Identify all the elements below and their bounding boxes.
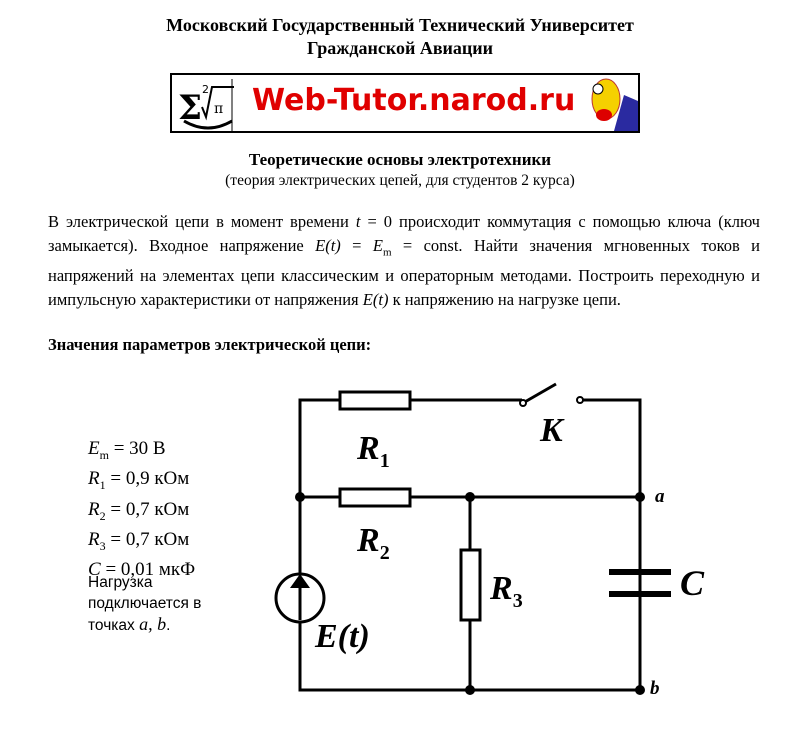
label-k: K [540, 412, 563, 449]
svg-text:Σ: Σ [178, 88, 203, 128]
label-c: C [680, 563, 705, 603]
label-b: b [650, 678, 660, 699]
logo-text: Web-Tutor.narod.ru [252, 83, 576, 118]
university-name: Московский Государственный Технический Университет [166, 15, 634, 35]
resistor-r3 [461, 550, 480, 620]
resistor-r1 [340, 392, 410, 409]
course-title: Теоретические основы электротехники [248, 150, 552, 169]
param-c: C = 0,01 мкФ [88, 559, 196, 581]
svg-text:π: π [214, 101, 224, 117]
param-r3: $R_3 = 0,7$ кОм [88, 528, 190, 553]
university-name-line2: Гражданской Авиации [306, 38, 494, 58]
switch-k [523, 384, 556, 403]
label-r2: $R_2$ [357, 522, 390, 564]
label-r3: $R_3$ [490, 570, 523, 612]
param-r2: $R_2 = 0,7$ кОм [88, 498, 190, 523]
resistor-r2 [340, 489, 410, 506]
params-heading: Значения параметров электрической цепи: [48, 335, 372, 354]
svg-text:2: 2 [202, 83, 209, 96]
label-a: a [655, 486, 665, 507]
param-r1: $R_1 = 0,9$ кОм [88, 468, 190, 493]
course-subtitle: (теория электрических цепей, для студентов 2 курса) [225, 172, 575, 189]
load-note: Нагрузка подключается в точках a, b. [88, 574, 202, 634]
task-text: В электрической цепи в момент времени t = 0 происходит коммутация с помощью ключа (ключ замыкается). Входное напряжение $E(t) = E_m$ = const. Найти значения мгновенных токов и напряжений на элементах цепи классическим и операторным методами. Построить переходную и импульсную характеристики от напряжения E(t) к напряжению на нагрузке цепи. [48, 212, 760, 310]
param-em: $E_m = 30$ В [88, 438, 166, 462]
label-r1: $R_1$ [357, 430, 390, 472]
label-e: E(t) [315, 618, 370, 655]
